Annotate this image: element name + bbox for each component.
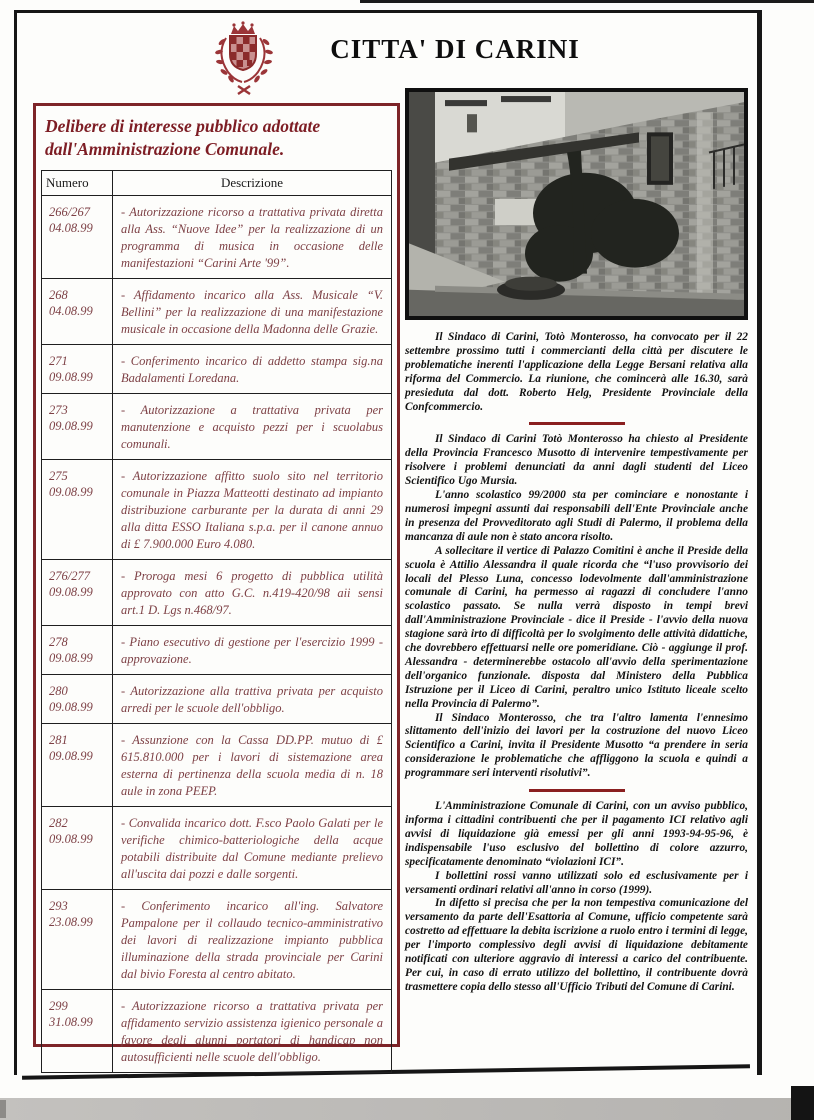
table-row xyxy=(42,674,392,723)
delibera-data: 09.08.99 xyxy=(49,419,93,434)
article-liceo xyxy=(405,433,748,781)
table-row xyxy=(42,459,392,559)
delibera-descrizione: - Convalida incarico dott. F.sco Paolo Galati per le verifiche chimico-batteriologiche della acque potabili distribuite dal Comune mediante prelievo all'uscita dai pozzi e dalle sorgenti. xyxy=(113,806,392,889)
delibera-descrizione: - Assunzione con la Cassa DD.PP. mutuo di £ 615.810.000 per i lavori di sistemazione area esterna di pertinenza della scuola media di n. 18 aule in zona PEEP. xyxy=(113,723,392,806)
delibera-data: 09.08.99 xyxy=(49,485,93,500)
paragraph: In difetto si precisa che per la non tempestiva comunicazione del versamento da parte dell'Esattoria al Comune, ufficio competente sarà costretto ad effettuare la debita iscrizione a ruolo entro i termini di legge, per l'importo complessivo degli avvisi di liquidazione debitamente notificati con ulteriore aggravio di interessi a carico del contribuente. Per cui, in caso di errato utilizzo del bollettino, il contribuente dovrà trasmettere copia dello stesso all'Ufficio Tributi del Comune di Carini. xyxy=(405,897,748,993)
paragraph: L'anno scolastico 99/2000 sta per cominciare e nonostante i numerosi impegni assunti dai responsabili dell'Ente Provinciale anche in presenza del Provveditorato agli Studi di Palermo, il problema della mancanza di aule non è stato ancora risolto. xyxy=(405,489,748,543)
delibera-numero: 281 xyxy=(49,732,68,747)
delibera-numero: 293 xyxy=(49,898,68,913)
delibere-table xyxy=(41,170,392,1073)
delibera-data: 09.08.99 xyxy=(49,651,93,666)
table-row xyxy=(42,344,392,393)
paragraph: Il Sindaco Monterosso, che tra l'altro lamenta l'ennesimo slittamento dell'inizio dei lavori per la costruzione del nuovo Liceo Scientifico a Carini, invita il Presidente Musotto “a prendere in seria considerazione le problematiche che affliggono la scuola e quindi a programmare seri interventi risolutivi”. xyxy=(405,711,748,780)
delibera-descrizione: - Autorizzazione a trattativa privata per manutenzione e acquisto pezzi per i scuolabus comunali. xyxy=(113,393,392,459)
delibere-table-wrap xyxy=(41,170,392,1073)
delibere-table-body xyxy=(42,195,392,1072)
table-row xyxy=(42,625,392,674)
delibera-numero: 278 xyxy=(49,634,68,649)
table-row xyxy=(42,559,392,625)
table-row xyxy=(42,278,392,344)
right-column xyxy=(405,88,748,995)
delibera-data: 09.08.99 xyxy=(49,370,93,385)
page-title: CITTA' DI CARINI xyxy=(330,34,580,64)
delibera-data: 09.08.99 xyxy=(49,700,93,715)
delibera-numero: 271 xyxy=(49,353,68,368)
table-row xyxy=(42,723,392,806)
delibera-numero: 276/277 xyxy=(49,568,90,583)
delibera-descrizione: - Autorizzazione alla trattiva privata per acquisto arredi per le scuole dell'obbligo. xyxy=(113,674,392,723)
paragraph: Il Sindaco di Carini, Totò Monterosso, ha convocato per il 22 settembre prossimo tutti i commercianti della città per discutere le problematiche inerenti l'applicazione della Legge Bersani relativa alla riforma del Commercio. La riunione, che comincerà alle 16.30, sarà presieduta dal dott. Roberto Helg, Presidente Provinciale della Confcommercio. xyxy=(405,331,748,413)
paragraph: L'Amministrazione Comunale di Carini, con un avviso pubblico, informa i cittadini contribuenti che per il pagamento ICI relativo agli avvisi di liquidazione già emessi per gli anni 1993-94-95-96, è indispensabile l'uso esclusivo del bollettino di colore azzurro, specificatamente denominato “violazioni ICI”. xyxy=(405,800,748,868)
delibera-descrizione: - Affidamento incarico alla Ass. Musicale “V. Bellini” per la realizzazione di una manifestazione musicale in occasione della Madonna delle Grazie. xyxy=(113,278,392,344)
section-divider xyxy=(529,789,625,792)
delibera-numero: 299 xyxy=(49,998,68,1013)
panel-heading: Delibere di interesse pubblico adottate dall'Amministrazione Comunale. xyxy=(45,116,321,159)
delibera-descrizione: - Conferimento incarico all'ing. Salvatore Pampalone per il collaudo tecnico-amministrativo dei lavori di realizzazione impianto pubblica illuminazione della strada provinciale per Carini dal bivio Foresta al centro abitato. xyxy=(113,889,392,989)
delibera-data: 09.08.99 xyxy=(49,749,93,764)
scanner-edge-top xyxy=(360,0,814,3)
building-photo xyxy=(405,88,748,320)
delibera-data: 31.08.99 xyxy=(49,1015,93,1030)
scanner-corner-black xyxy=(791,1086,814,1120)
table-row xyxy=(42,989,392,1072)
delibera-data: 23.08.99 xyxy=(49,915,93,930)
paragraph: A sollecitare il vertice di Palazzo Comitini è anche il Preside della scuola è Attilio Alessandra il quale ricorda che “l'uso provvisorio dei locali del Plesso Luna, concesso lodevolmente dall'amministrazione comunale di Carini, ha permesso ai ragazzi di concludere l'anno scolastico passato. Se nulla verrà disposto in tempi brevi dall'Amministrazione Provinciale - dice il Preside - l'avvio della nuova stagione sarà irto di difficoltà per lo svolgimento delle attività didattiche, che dovrebbero effettuarsi nelle ore pomeridiane. Ciò - aggiunge il prof. Alessandra - determinerebbe ostacolo all'avvio della sperimentazione dell'organico funzionale. disposta dal Ministero della Pubblica Istruzione per il Liceo di Carini, peraltro unico Istituto liceale scelto nella Provincia di Palermo”. xyxy=(405,544,748,710)
delibera-numero: 268 xyxy=(49,287,68,302)
table-row xyxy=(42,806,392,889)
table-row xyxy=(42,889,392,989)
paragraph: I bollettini rossi vanno utilizzati solo ed esclusivamente per i versamenti ordinari relativi all'anno in corso (1999). xyxy=(405,869,748,896)
delibera-numero: 282 xyxy=(49,815,68,830)
delibera-data: 04.08.99 xyxy=(49,221,93,236)
delibera-data: 09.08.99 xyxy=(49,585,93,600)
coat-of-arms-icon xyxy=(198,18,290,102)
column-header-descrizione: Descrizione xyxy=(113,170,392,195)
table-row xyxy=(42,393,392,459)
delibere-panel xyxy=(33,103,400,1064)
article-ici xyxy=(405,800,748,995)
delibera-descrizione: - Conferimento incarico di addetto stampa sig.na Badalamenti Loredana. xyxy=(113,344,392,393)
delibera-numero: 280 xyxy=(49,683,68,698)
delibera-data: 09.08.99 xyxy=(49,832,93,847)
delibera-numero: 275 xyxy=(49,468,68,483)
delibera-data: 04.08.99 xyxy=(49,304,93,319)
article-commercio xyxy=(405,331,748,414)
scanner-mark-left xyxy=(0,1100,6,1118)
delibera-descrizione: - Autorizzazione ricorso a trattativa privata per affidamento servizio assistenza igienico personale a favore degli alunni portatori di handicap non autosufficienti nelle scuole dell'obbligo. xyxy=(113,989,392,1072)
delibera-descrizione: - Autorizzazione affitto suolo sito nel territorio comunale in Piazza Matteotti destinato ad impianto distribuzione carburante per la durata di anni 29 alla ditta ESSO Italiana s.p.a. per il canone annuo di £ 7.900.000 Euro 4.080. xyxy=(113,459,392,559)
table-row xyxy=(42,195,392,278)
delibera-numero: 273 xyxy=(49,402,68,417)
delibera-numero: 266/267 xyxy=(49,204,90,219)
scanner-strip-bottom xyxy=(0,1098,814,1120)
section-divider xyxy=(529,422,625,425)
delibera-descrizione: - Proroga mesi 6 progetto di pubblica utilità approvato con atto G.C. n.419-420/98 aii sensi art.1 D. Lgs n.468/97. xyxy=(113,559,392,625)
column-header-numero: Numero xyxy=(42,170,113,195)
paragraph: Il Sindaco di Carini Totò Monterosso ha chiesto al Presidente della Provincia Francesco Musotto di intervenire tempestivamente per risolvere i problemi denunciati da anni dagli studenti del Liceo Scientifico Ugo Mursia. xyxy=(405,433,748,488)
delibera-descrizione: - Autorizzazione ricorso a trattativa privata diretta alla Ass. “Nuove Idee” per la realizzazione di un programma di musica in occasione delle manifestazioni “Carini Arte '99”. xyxy=(113,195,392,278)
delibera-descrizione: - Piano esecutivo di gestione per l'esercizio 1999 - approvazione. xyxy=(113,625,392,674)
